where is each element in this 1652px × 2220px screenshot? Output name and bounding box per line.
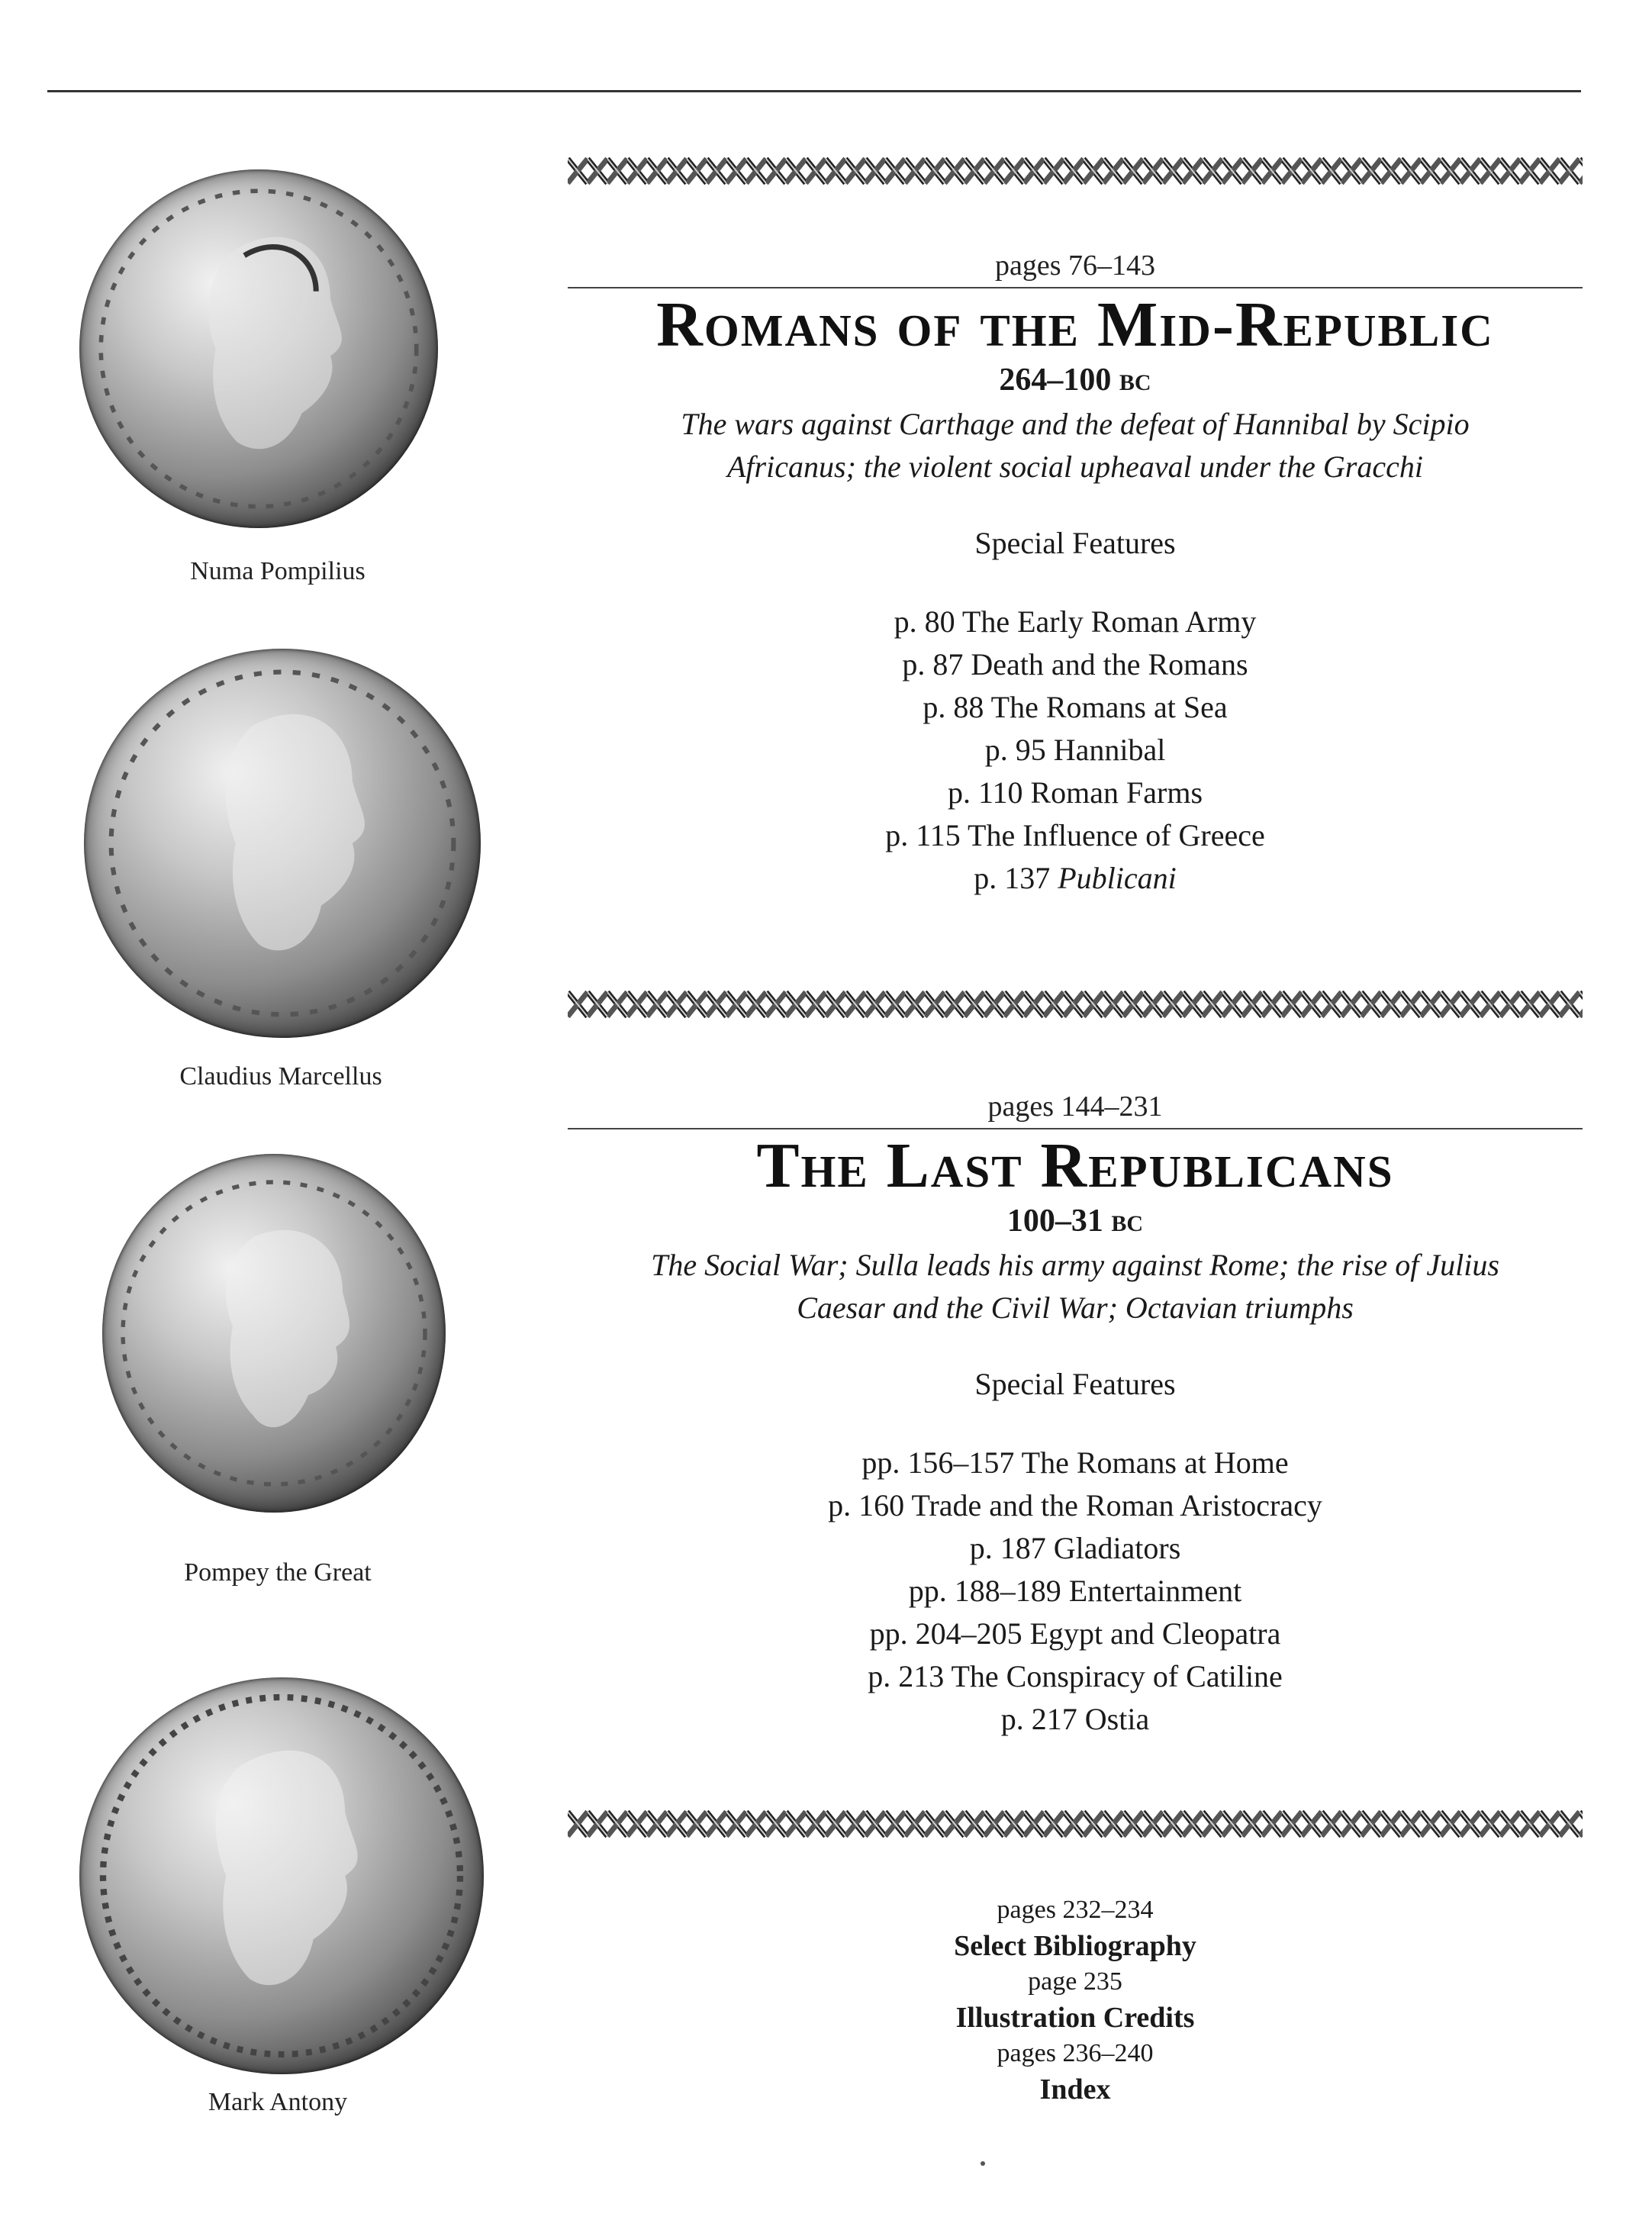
coin-caption: Claudius Marcellus [179, 1062, 382, 1091]
coin-portrait-icon [79, 1677, 484, 2074]
features-list [568, 1442, 1583, 1741]
endmatter-title: Illustration Credits [955, 2002, 1195, 2034]
dates-era: BC [1111, 1211, 1144, 1237]
top-rule [47, 90, 1581, 92]
feature-text: Death and the Romans [971, 647, 1248, 682]
section-description [594, 403, 1556, 488]
endmatter [568, 1893, 1583, 2108]
endmatter-pages: page 235 [1028, 1967, 1122, 1996]
special-features-label: Special Features [974, 526, 1176, 561]
feature-item [568, 1655, 1583, 1698]
feature-text: Hannibal [1053, 733, 1166, 768]
feature-text: Entertainment [1068, 1574, 1242, 1609]
feature-item [568, 643, 1583, 686]
feature-ref: p. 213 [868, 1659, 945, 1694]
section-rule [568, 287, 1583, 288]
section-mid-republic [568, 249, 1583, 900]
coin-claudius-marcellus [84, 649, 481, 1038]
feature-text: The Influence of Greece [968, 818, 1265, 853]
section-dates [568, 362, 1583, 398]
coin-mark-antony [79, 1677, 484, 2074]
description-line: The Social War; Sulla leads his army against Rome; the rise of Julius [651, 1248, 1499, 1283]
section-title: Romans of the Mid-Republic [656, 289, 1494, 360]
feature-ref: p. 187 [969, 1531, 1046, 1566]
feature-item [568, 729, 1583, 772]
feature-text: Gladiators [1053, 1531, 1181, 1566]
feature-item [568, 814, 1583, 857]
feature-item [568, 601, 1583, 643]
feature-text: The Romans at Sea [990, 690, 1228, 725]
feature-item [568, 1698, 1583, 1741]
endmatter-title: Index [1039, 2073, 1111, 2106]
feature-ref: p. 95 [984, 733, 1046, 768]
feature-item [568, 1442, 1583, 1484]
feature-ref: p. 88 [923, 690, 984, 725]
features-list [568, 601, 1583, 900]
feature-ref: p. 110 [947, 775, 1023, 810]
section-rule [568, 1128, 1583, 1129]
feature-item [568, 857, 1583, 900]
coin-caption: Numa Pompilius [190, 557, 366, 585]
description-line: The wars against Carthage and the defeat of Hannibal by Scipio [681, 407, 1470, 442]
coin-portrait-icon [84, 649, 481, 1038]
braid-border [568, 151, 1583, 191]
coin-portrait-icon [102, 1154, 446, 1513]
feature-text: The Romans at Home [1021, 1445, 1289, 1481]
braid-icon [568, 1804, 1583, 1844]
feature-text: The Conspiracy of Catiline [951, 1659, 1283, 1694]
special-features-label: Special Features [974, 1367, 1176, 1402]
feature-ref: p. 87 [902, 647, 964, 682]
braid-icon [568, 151, 1583, 191]
section-pages: pages 76–143 [994, 250, 1156, 282]
feature-text: Egypt and Cleopatra [1029, 1616, 1281, 1651]
braid-icon [568, 984, 1583, 1024]
endmatter-pages: pages 236–240 [997, 2039, 1154, 2067]
endmatter-title: Select Bibliography [954, 1930, 1196, 1962]
feature-ref: p. 80 [894, 604, 955, 640]
feature-ref: p. 217 [1000, 1702, 1077, 1737]
section-description [594, 1244, 1556, 1329]
coin-portrait-icon [79, 169, 438, 528]
feature-item [568, 1570, 1583, 1613]
feature-text: Roman Farms [1030, 775, 1203, 810]
feature-text: Publicani [1058, 861, 1177, 896]
description-line: Africanus; the violent social upheaval under the Gracchi [726, 449, 1423, 485]
feature-text: Ostia [1084, 1702, 1150, 1737]
feature-ref: p. 160 [828, 1488, 905, 1523]
section-pages: pages 144–231 [987, 1091, 1163, 1123]
feature-item [568, 1527, 1583, 1570]
coin-pompey-the-great [102, 1154, 446, 1513]
dates-value: 264–100 [999, 362, 1112, 398]
feature-item [568, 772, 1583, 814]
endmatter-pages: pages 232–234 [997, 1896, 1154, 1924]
feature-ref: p. 137 [974, 861, 1051, 896]
section-dates [568, 1203, 1583, 1239]
dates-era: BC [1119, 370, 1151, 396]
description-line: Caesar and the Civil War; Octavian triumphs [797, 1290, 1354, 1326]
feature-ref: pp. 156–157 [861, 1445, 1015, 1481]
coin-numa-pompilius [79, 169, 438, 528]
braid-border [568, 1804, 1583, 1844]
section-title: The Last Republicans [756, 1130, 1394, 1201]
braid-border [568, 984, 1583, 1024]
feature-item [568, 686, 1583, 729]
coin-caption: Mark Antony [208, 2088, 348, 2116]
feature-item [568, 1613, 1583, 1655]
feature-text: The Early Roman Army [961, 604, 1257, 640]
coin-caption: Pompey the Great [184, 1558, 372, 1587]
feature-ref: pp. 188–189 [908, 1574, 1061, 1609]
feature-ref: pp. 204–205 [869, 1616, 1022, 1651]
feature-ref: p. 115 [885, 818, 961, 853]
feature-item [568, 1484, 1583, 1527]
page-dot [981, 2161, 985, 2166]
dates-value: 100–31 [1006, 1203, 1103, 1239]
feature-text: Trade and the Roman Aristocracy [911, 1488, 1322, 1523]
section-last-republicans [568, 1090, 1583, 1741]
